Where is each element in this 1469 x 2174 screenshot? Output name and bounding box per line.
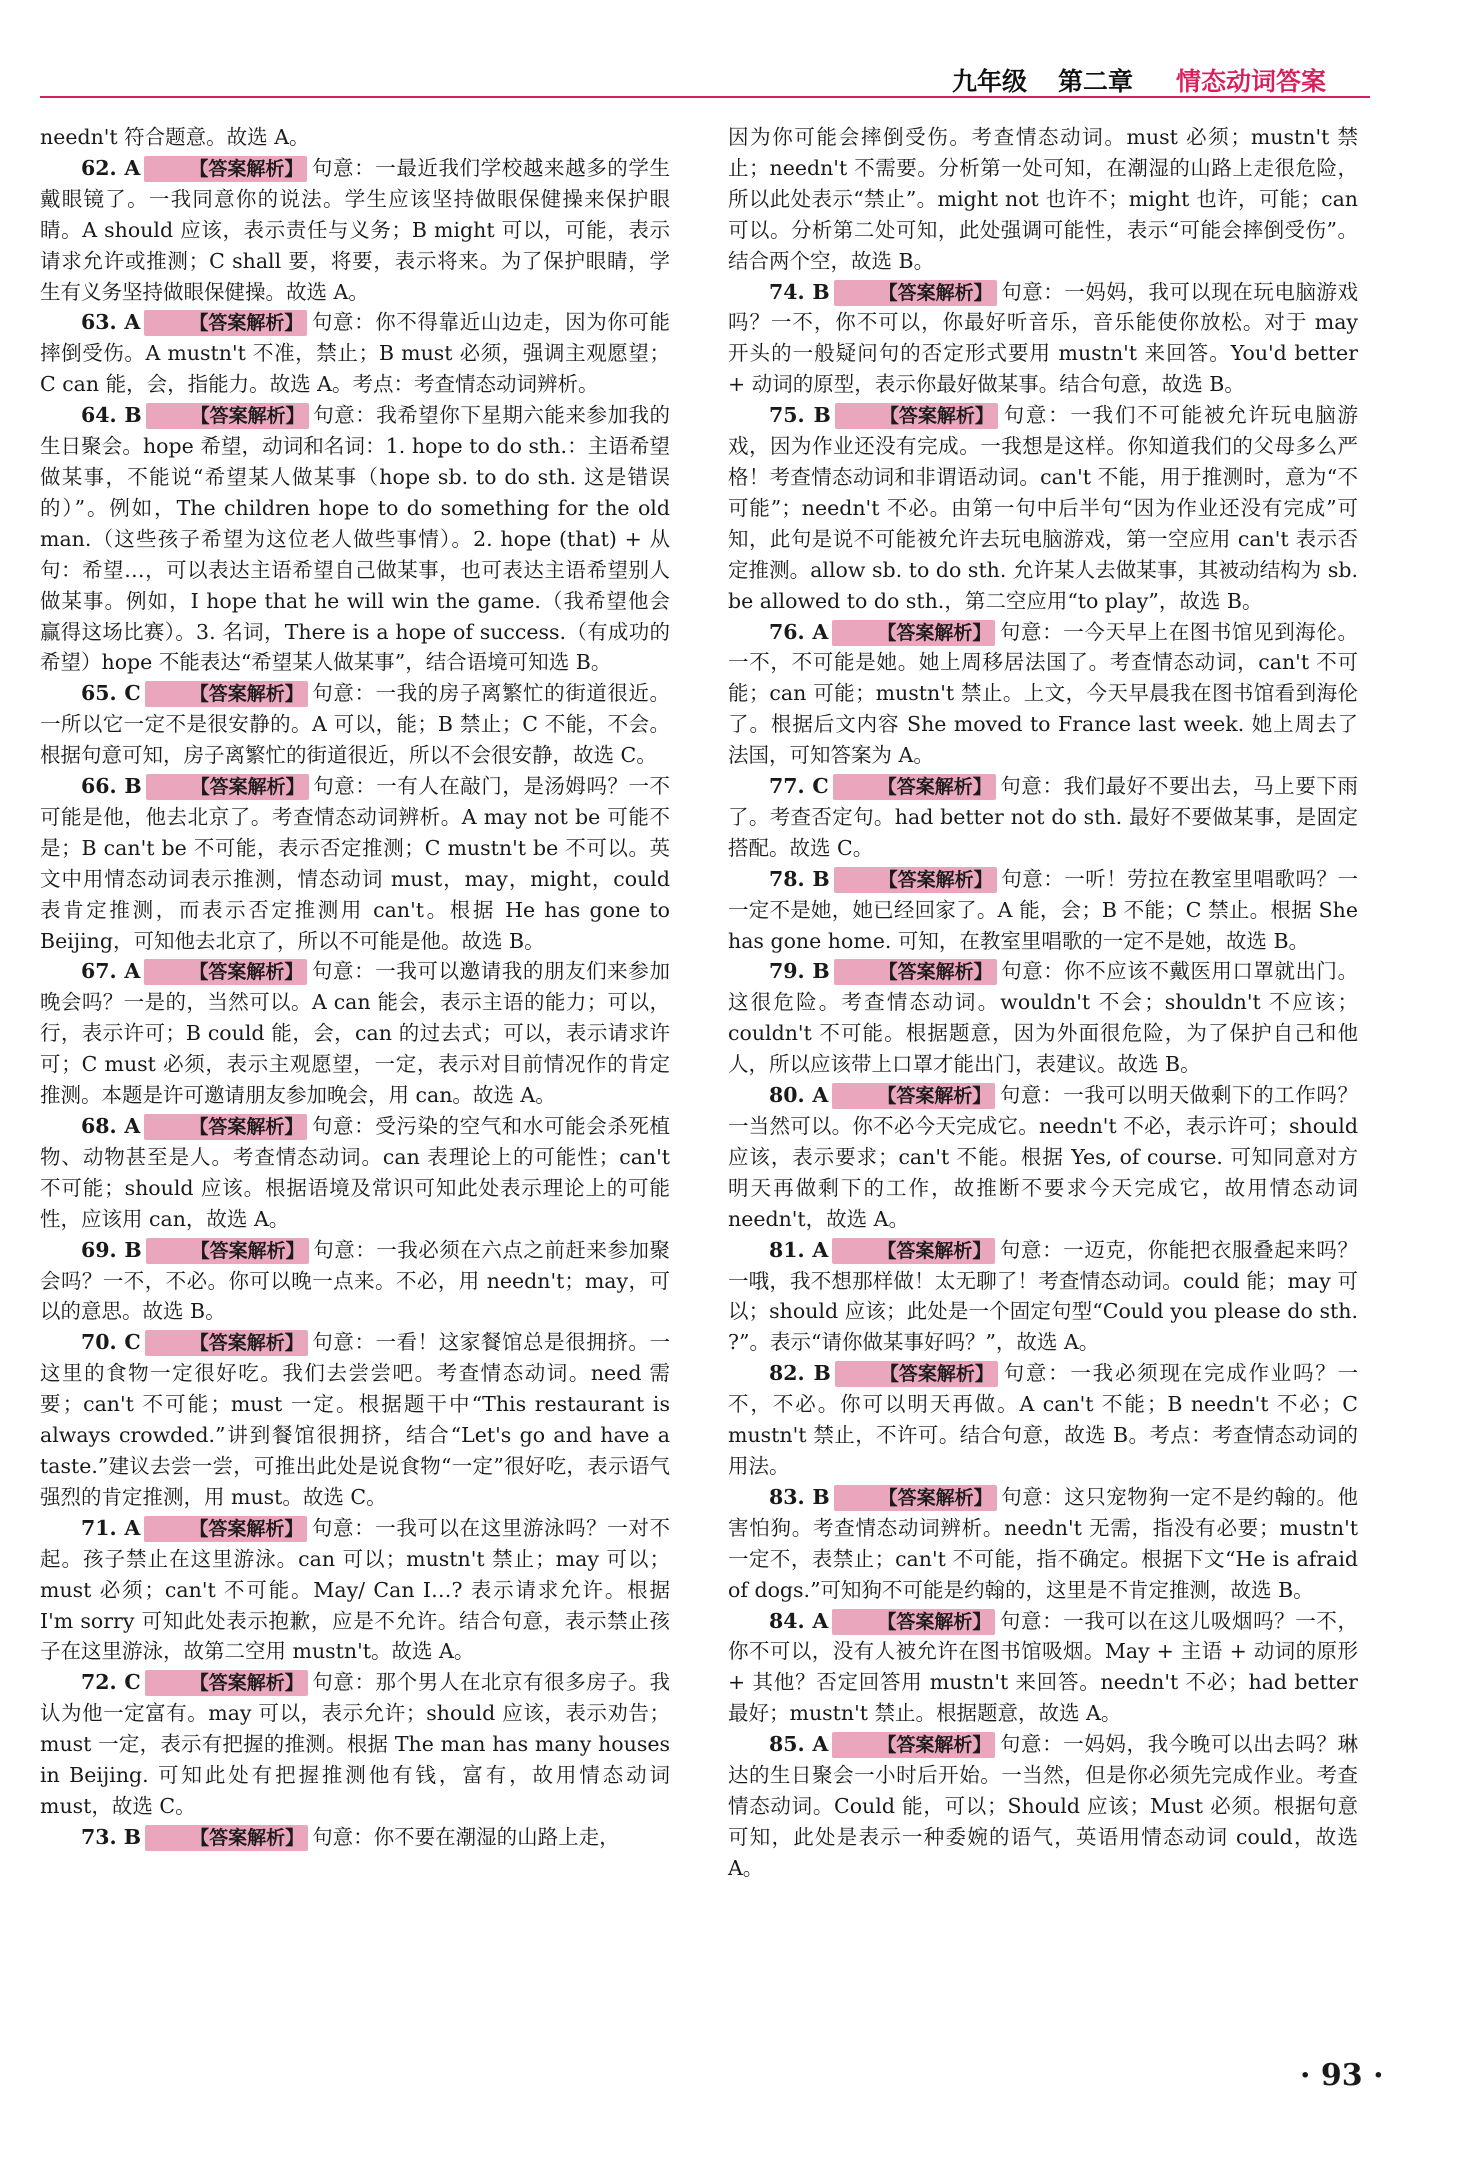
answer-entry: [40, 153, 670, 308]
answer-analysis-tag: 【答案解析】: [834, 280, 997, 306]
answer-text: 句意：一我必须在六点之前赶来参加聚会吗？一不，不必。你可以晚一点来。不必，用 needn't；may，可以的意思。故选 B。: [40, 1237, 670, 1324]
answer-analysis-tag: 【答案解析】: [832, 1609, 995, 1635]
answer-text: 句意：一我可以在这里游泳吗？一对不起。孩子禁止在这里游泳。can 可以；mustn't 禁止；may 可以；must 必须；can't 不可能。May/ Can I…? 表示请求允许。根据 I'm sorry 可知此处表示抱歉，应是不允许。结合句意，表示禁止孩子在这里游泳，故第二空用 mustn't。故选 A。: [40, 1515, 670, 1664]
answer-number: 81. A: [769, 1237, 829, 1262]
answer-entry: [728, 400, 1358, 616]
answer-text: 句意：受污染的空气和水可能会杀死植物、动物甚至是人。考查情态动词。can 表理论上的可能性；can't 不可能；should 应该。根据语境及常识可知此处表示理论上的可能性，应该用 can，故选 A。: [40, 1114, 670, 1231]
answer-number: 83. B: [769, 1484, 830, 1509]
answer-number: 85. A: [769, 1732, 829, 1757]
page-header: [0, 40, 1469, 96]
answer-entry: [728, 1080, 1358, 1235]
answer-analysis-tag: 【答案解析】: [145, 1670, 308, 1696]
answer-analysis-tag: 【答案解析】: [144, 959, 307, 985]
answer-number: 64. B: [81, 403, 142, 428]
answer-analysis-tag: 【答案解析】: [832, 1238, 995, 1264]
header-chapter: 第二章: [1058, 67, 1134, 96]
answer-number: 71. A: [81, 1515, 141, 1540]
answer-number: 73. B: [81, 1824, 142, 1849]
answer-entry: [728, 1482, 1358, 1606]
answer-text: 句意：一今天早上在图书馆见到海伦。一不，不可能是她。她上周移居法国了。考查情态动词，can't 不可能；can 可能；mustn't 禁止。上文，今天早晨我在图书馆看到海伦了。根据后文内容 She moved to France last week. 她上周去了法国，可知答案为 A。: [728, 619, 1358, 768]
answer-analysis-tag: 【答案解析】: [834, 959, 997, 985]
answer-analysis-tag: 【答案解析】: [144, 1516, 307, 1542]
answer-analysis-tag: 【答案解析】: [144, 310, 307, 336]
answer-entry: [40, 956, 670, 1111]
answer-number: 75. B: [769, 403, 831, 428]
answer-number: 65. C: [81, 681, 141, 706]
answer-text: 句意：一我可以在这儿吸烟吗？一不，你不可以，没有人被允许在图书馆吸烟。May + 主语 + 动词的原形 + 其他？否定回答用 mustn't 来回答。needn't 不必；had better 最好；mustn't 禁止。根据题意，故选 A。: [728, 1608, 1358, 1726]
answer-analysis-tag: 【答案解析】: [144, 1114, 307, 1140]
answer-text: 句意：你不得靠近山边走，因为你可能摔倒受伤。A mustn't 不准，禁止；B must 必须，强调主观愿望；C can 能，会，指能力。故选 A。考点：考查情态动词辨析。: [40, 310, 670, 397]
answer-text: 句意：一有人在敲门，是汤姆吗？一不可能是他，他去北京了。考查情态动词辨析。A may not be 可能不是；B can't be 不可能，表示否定推测；C mustn't be 不可以。英文中用情态动词表示推测，情态动词 must，may，might，could 表肯定推测，而表示否定推测用 can't。根据 He has gone to Beijing，可知他去北京了，所以不可能是他。故选 B。: [40, 774, 670, 953]
right-column: [728, 122, 1358, 1884]
answer-text: needn't 符合题意。故选 A。: [40, 125, 310, 149]
answer-analysis-tag: 【答案解析】: [145, 1825, 308, 1851]
answer-text: 句意：一妈妈，我可以现在玩电脑游戏吗？一不，你不可以，你最好听音乐，音乐能使你放松。对于 may 开头的一般疑问句的否定形式要用 mustn't 来回答。You'd better + 动词的原型，表示你最好做某事。结合句意，故选 B。: [728, 279, 1358, 397]
answer-text: 句意：一听！劳拉在教室里唱歌吗？一一定不是她，她已经回家了。A 能，会；B 不能；C 禁止。根据 She has gone home. 可知，在教室里唱歌的一定不是她，故选 B。: [728, 866, 1358, 953]
answer-entry: [40, 122, 670, 153]
page-number: · 93 ·: [1300, 2058, 1384, 2093]
answer-text: 句意：一迈克，你能把衣服叠起来吗？一哦，我不想那样做！太无聊了！考查情态动词。could 能；may 可以；should 应该；此处是一个固定句型“Could you please do sth. ?”。表示“请你做某事好吗？”，故选 A。: [728, 1237, 1358, 1355]
answer-analysis-tag: 【答案解析】: [832, 1083, 995, 1109]
answer-number: 69. B: [81, 1237, 142, 1262]
answer-analysis-tag: 【答案解析】: [835, 403, 998, 429]
answer-number: 67. A: [81, 959, 141, 984]
answer-text: 句意：你不应该不戴医用口罩就出门。这很危险。考查情态动词。wouldn't 不会；shouldn't 不应该；couldn't 不可能。根据题意，因为外面很危险，为了保护自己和他人，所以应该带上口罩才能出门，表建议。故选 B。: [728, 959, 1358, 1077]
answer-number: 76. A: [769, 619, 829, 644]
answer-analysis-tag: 【答案解析】: [145, 1330, 308, 1356]
answer-entry: [728, 122, 1358, 277]
answer-analysis-tag: 【答案解析】: [832, 620, 995, 646]
answer-number: 72. C: [81, 1670, 141, 1695]
answer-text: 句意：我们最好不要出去，马上要下雨了。考查否定句。had better not do sth. 最好不要做某事，是固定搭配。故选 C。: [728, 774, 1359, 860]
answer-number: 74. B: [769, 279, 830, 304]
answer-text: 句意：你不要在潮湿的山路上走，: [312, 1824, 620, 1849]
header-section-title: 情态动词答案: [1176, 67, 1327, 96]
answer-analysis-tag: 【答案解析】: [832, 1732, 995, 1758]
answer-number: 82. B: [769, 1361, 831, 1386]
answer-entry: [728, 771, 1358, 864]
answer-text: 句意：一最近我们学校越来越多的学生戴眼镜了。一我同意你的说法。学生应该坚持做眼保健操来保护眼睛。A should 应该，表示责任与义务；B might 可以，可能，表示请求允许或推测；C shall 要，将要，表示将来。为了保护眼睛，学生有义务坚持做眼保健操。故选 A。: [40, 155, 670, 304]
answer-number: 66. B: [81, 774, 142, 799]
answer-number: 78. B: [769, 866, 830, 891]
answer-number: 77. C: [769, 774, 829, 799]
answer-entry: [40, 1235, 670, 1328]
answer-text: 句意：那个男人在北京有很多房子。我认为他一定富有。may 可以，表示允许；should 应该，表示劝告；must 一定，表示有把握的推测。根据 The man has many houses in Beijing. 可知此处有把握推测他有钱，富有，故用情态动词 must，故选 C。: [40, 1670, 671, 1818]
answer-text: 句意：我希望你下星期六能来参加我的生日聚会。hope 希望，动词和名词：1. hope to do sth.：主语希望做某事，不能说“希望某人做某事（hope sb. to do sth. 这是错误的）”。例如，The children hope to do something for the old man.（这些孩子希望为这位老人做些事情）。2. hope (that) + 从句：希望…，可以表达主语希望自己做某事，也可表达主语希望别人做某事。例如，I hope that he will win the game.（我希望他会赢得这场比赛）。3. 名词，There is a hope of success.（有成功的希望）hope 不能表达“希望某人做某事”，结合语境可知选 B。: [40, 403, 670, 675]
answer-analysis-tag: 【答案解析】: [834, 1485, 997, 1511]
answer-entry: [728, 1235, 1358, 1359]
answer-text: 句意：一我必须现在完成作业吗？一不，不必。你可以明天再做。A can't 不能；B needn't 不必；C mustn't 禁止，不许可。结合句意，故选 B。考点：考查情态动词的用法。: [728, 1361, 1358, 1478]
header-grade: 九年级: [952, 67, 1028, 96]
answer-entry: [40, 1667, 670, 1822]
answer-analysis-tag: 【答案解析】: [144, 156, 307, 182]
answer-entry: [728, 956, 1358, 1080]
answer-number: 84. A: [769, 1608, 829, 1633]
answer-analysis-tag: 【答案解析】: [146, 403, 309, 429]
answer-entry: [728, 1729, 1358, 1884]
answer-entry: [728, 277, 1358, 401]
answer-entry: [40, 1822, 670, 1853]
answer-text: 句意：这只宠物狗一定不是约翰的。他害怕狗。考查情态动词辨析。needn't 无需，指没有必要；mustn't 一定不，表禁止；can't 不可能，指不确定。根据下文“He is afraid of dogs.”可知狗不可能是约翰的，这里是不肯定推测，故选 B。: [728, 1484, 1358, 1602]
answer-text: 句意：一看！这家餐馆总是很拥挤。一这里的食物一定很好吃。我们去尝尝吧。考查情态动词。need 需要；can't 不可能；must 一定。根据题干中“This restaurant is always crowded.”讲到餐馆很拥挤，结合“Let's go and have a taste.”建议去尝一尝，可推出此处是说食物“一定”很好吃，表示语气强烈的肯定推测，用 must。故选 C。: [40, 1330, 671, 1509]
header-rule: [40, 96, 1370, 98]
answer-text: 句意：一我的房子离繁忙的街道很近。一所以它一定不是很安静的。A 可以，能；B 禁止；C 不能，不会。根据句意可知，房子离繁忙的街道很近，所以不会很安静，故选 C。: [40, 681, 671, 768]
answer-number: 68. A: [81, 1114, 141, 1138]
answer-entry: [728, 1358, 1358, 1482]
answer-number: 70. C: [81, 1330, 141, 1355]
answer-entry: [40, 1111, 670, 1235]
answer-entry: [40, 400, 670, 678]
answer-entry: [40, 1327, 670, 1512]
answer-analysis-tag: 【答案解析】: [145, 681, 308, 707]
answer-text: 句意：一我可以明天做剩下的工作吗？一当然可以。你不必今天完成它。needn't 不必，表示许可；should 应该，表示要求；can't 不能。根据 Yes, of course. 可知同意对方明天再做剩下的工作，故推断不要求今天完成它，故用情态动词 needn't，故选 A。: [728, 1083, 1358, 1231]
answer-analysis-tag: 【答案解析】: [833, 774, 996, 800]
answer-entry: [40, 771, 670, 956]
answer-text: 因为你可能会摔倒受伤。考查情态动词。must 必须；mustn't 禁止；needn't 不需要。分析第一处可知，在潮湿的山路上走很危险，所以此处表示“禁止”。might not 也许不；might 也许，可能；can 可以。分析第二处可知，此处强调可能性，表示“可能会摔倒受伤”。结合两个空，故选 B。: [728, 125, 1358, 273]
answer-number: 79. B: [769, 959, 830, 984]
answer-number: 80. A: [769, 1083, 829, 1108]
answer-entry: [728, 617, 1358, 772]
answer-analysis-tag: 【答案解析】: [146, 774, 309, 800]
answer-number: 62. A: [81, 155, 141, 180]
answer-text: 句意：一妈妈，我今晚可以出去吗？琳达的生日聚会一小时后开始。一当然，但是你必须先完成作业。考查情态动词。Could 能，可以；Should 应该；Must 必须。根据句意可知，此处是表示一种委婉的语气，英语用情态动词 could，故选 A。: [728, 1732, 1358, 1880]
answer-text: 句意：一我可以邀请我的朋友们来参加晚会吗？一是的，当然可以。A can 能会，表示主语的能力；可以，行，表示许可；B could 能，会，can 的过去式；可以，表示请求许可；C must 必须，表示主观愿望，一定，表示对目前情况作的肯定推测。本题是许可邀请朋友参加晚会，用 can。故选 A。: [40, 959, 670, 1108]
answer-number: 63. A: [81, 310, 141, 335]
answer-entry: [728, 1606, 1358, 1730]
answer-analysis-tag: 【答案解析】: [835, 1361, 998, 1387]
answer-entry: [40, 307, 670, 400]
left-column: [40, 122, 670, 1853]
answer-analysis-tag: 【答案解析】: [834, 867, 997, 893]
answer-text: 句意：一我们不可能被允许玩电脑游戏，因为作业还没有完成。一我想是这样。你知道我们的父母多么严格！考查情态动词和非谓语动词。can't 不能，用于推测时，意为“不可能”；needn't 不必。由第一句中后半句“因为作业还没有完成”可知，此句是说不可能被允许去玩电脑游戏，第一空应用 can't 表示否定推测。allow sb. to do sth. 允许某人去做某事，其被动结构为 sb. be allowed to do sth.，第二空应用“to play”，故选 B。: [728, 403, 1358, 613]
answer-entry: [728, 864, 1358, 957]
answer-analysis-tag: 【答案解析】: [146, 1238, 309, 1264]
answer-entry: [40, 1513, 670, 1668]
answer-entry: [40, 678, 670, 771]
